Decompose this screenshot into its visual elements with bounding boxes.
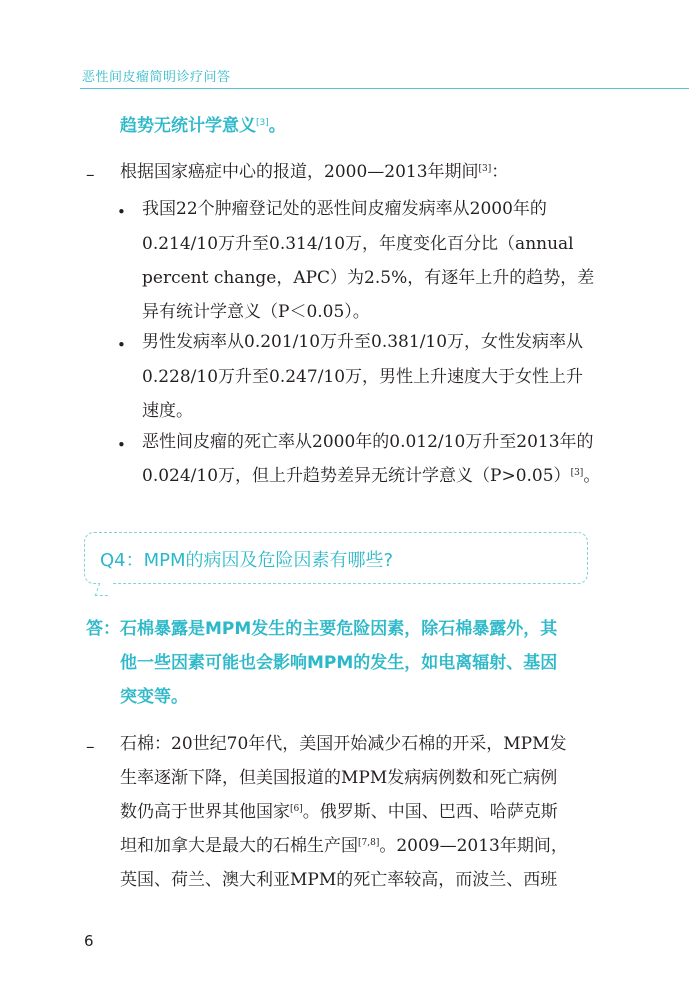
bullet3-line2 — [142, 468, 600, 485]
header-rule — [80, 88, 689, 89]
bullet1-line3: percent change，APC）为2.5%，有逐年上升的趋势，差 — [142, 268, 595, 288]
bullet2-line2: 0.228/10万升至0.247/10万，男性上升速度大于女性上升 — [142, 367, 584, 387]
answer-line1: 答：石棉暴露是MPM发生的主要危险因素，除石棉暴露外，其 — [86, 619, 558, 639]
section1-intro — [120, 164, 508, 181]
bullet1-line1: 我国22个肿瘤登记处的恶性间皮瘤发病率从2000年的 — [142, 199, 547, 219]
section2-line1: 石棉：20世纪70年代，美国开始减少石棉的开采，MPM发 — [120, 734, 567, 754]
continuation-tail: 。 — [268, 116, 286, 136]
bullet1-line2: 0.214/10万升至0.314/10万，年度变化百分比（annual — [142, 234, 574, 254]
question-box-tail — [95, 583, 113, 596]
line3-tail: 。俄罗斯、中国、巴西、哈萨克斯 — [302, 802, 558, 822]
citation-ref: [7,8] — [358, 838, 380, 848]
intro-tail: ： — [491, 162, 509, 182]
bullet2-line3: 速度。 — [142, 401, 193, 421]
running-header: 恶性间皮瘤简明诊疗问答 — [82, 70, 231, 85]
question-text: Q4：MPM的病因及危险因素有哪些? — [100, 550, 394, 571]
bullet-marker: • — [117, 436, 126, 454]
citation-ref: [3] — [478, 164, 492, 174]
citation-ref: [3] — [256, 118, 269, 128]
dash-marker: – — [86, 165, 95, 185]
citation-ref: [6] — [290, 804, 303, 814]
page-number: 6 — [84, 932, 94, 950]
bullet3-tail: 。 — [583, 466, 601, 486]
continuation-line — [120, 111, 286, 136]
continuation-text: 趋势无统计学意义 — [120, 116, 256, 136]
bullet3-line1: 恶性间皮瘤的死亡率从2000年的0.012/10万升至2013年的 — [142, 432, 594, 452]
line3-text: 数仍高于世界其他国家 — [120, 802, 290, 822]
section2-line3 — [120, 804, 558, 821]
bullet-marker: • — [117, 203, 126, 221]
bullet-marker: • — [117, 336, 126, 354]
citation-ref: [3] — [570, 468, 584, 478]
line4-text: 坦和加拿大是最大的石棉生产国 — [120, 836, 358, 856]
dash-marker: – — [86, 737, 95, 757]
answer-line3: 突变等。 — [120, 687, 188, 707]
intro-text: 根据国家癌症中心的报道，2000—2013年期间 — [120, 162, 479, 182]
section2-line2: 生率逐渐下降，但美国报道的MPM发病病例数和死亡病例 — [120, 768, 558, 788]
line4-tail: 。2009—2013年期间， — [379, 836, 568, 856]
answer-line2: 他一些因素可能也会影响MPM的发生，如电离辐射、基因 — [120, 653, 558, 673]
bullet2-line1: 男性发病率从0.201/10万升至0.381/10万，女性发病率从 — [142, 332, 584, 352]
bullet1-line4: 异有统计学意义（P＜0.05）。 — [142, 302, 370, 322]
bullet3-text: 0.024/10万，但上升趋势差异无统计学意义（P>0.05） — [142, 466, 571, 486]
section2-line5: 英国、荷兰、澳大利亚MPM的死亡率较高，而波兰、西班 — [120, 870, 558, 890]
section2-line4 — [120, 838, 568, 855]
